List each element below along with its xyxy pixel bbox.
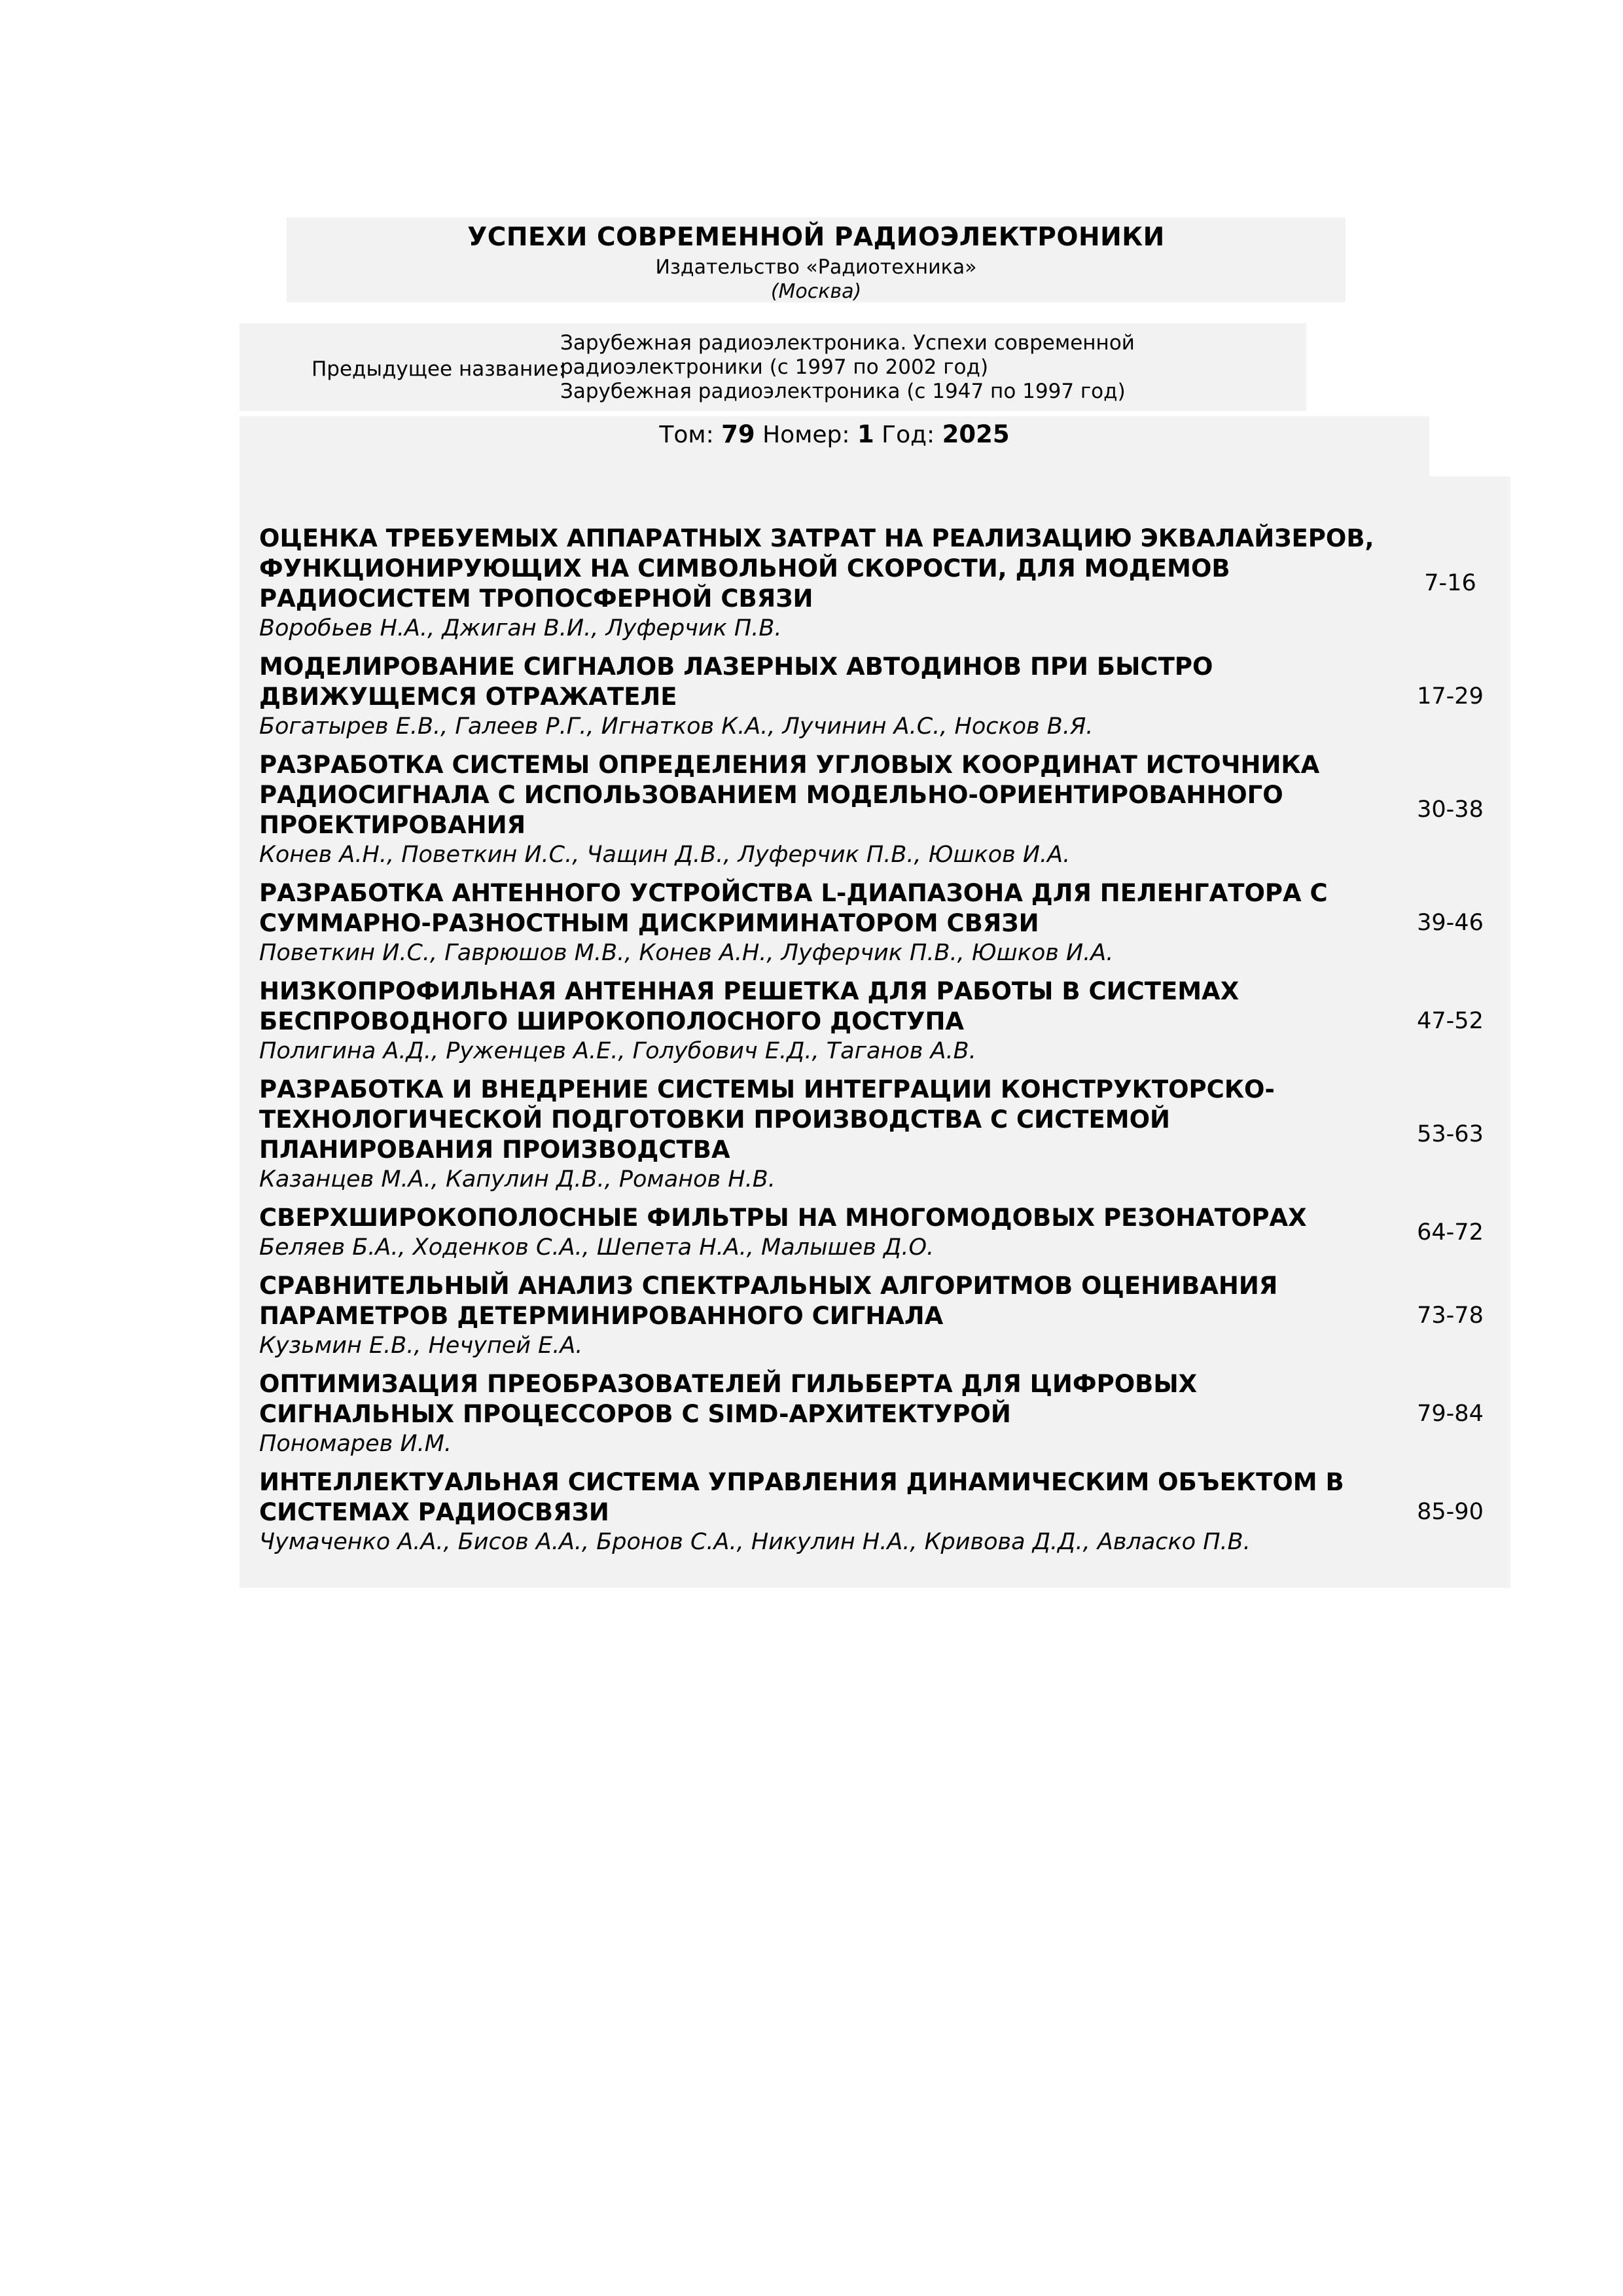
number-value: 1 (857, 420, 874, 448)
article-entry (259, 750, 1503, 869)
year-label: Год: (882, 422, 935, 448)
article-title[interactable]: РАЗРАБОТКА СИСТЕМЫ ОПРЕДЕЛЕНИЯ УГЛОВЫХ КООРДИНАТ ИСТОЧНИКА РАДИОСИГНАЛА С ИСПОЛЬЗОВАНИЕМ МОДЕЛЬНО-ОРИЕНТИРОВАННОГО ПРОЕКТИРОВАНИЯ (259, 751, 1320, 839)
article-pages: 85-90 (1417, 1499, 1484, 1525)
journal-title: УСПЕХИ СОВРЕМЕННОЙ РАДИОЭЛЕКТРОНИКИ (467, 223, 1165, 252)
year-value: 2025 (942, 420, 1010, 448)
previous-name-line: Зарубежная радиоэлектроника (с 1947 по 1997 год) (560, 380, 1126, 403)
previous-name-line: радиоэлектроники (с 1997 по 2002 год) (560, 355, 989, 379)
article-title[interactable]: МОДЕЛИРОВАНИЕ СИГНАЛОВ ЛАЗЕРНЫХ АВТОДИНОВ ПРИ БЫСТРО ДВИЖУЩЕМСЯ ОТРАЖАТЕЛЕ (259, 653, 1213, 711)
article-title[interactable]: ОПТИМИЗАЦИЯ ПРЕОБРАЗОВАТЕЛЕЙ ГИЛЬБЕРТА ДЛЯ ЦИФРОВЫХ СИГНАЛЬНЫХ ПРОЦЕССОРОВ С SIMD-АРХИТЕКТУРОЙ (259, 1370, 1198, 1428)
article-authors: Воробьев Н.А., Джиган В.И., Луферчик П.В. (259, 615, 782, 641)
article-title[interactable]: ОЦЕНКА ТРЕБУЕМЫХ АППАРАТНЫХ ЗАТРАТ НА РЕАЛИЗАЦИЮ ЭКВАЛАЙЗЕРОВ, ФУНКЦИОНИРУЮЩИХ НА СИМВОЛЬНОЙ СКОРОСТИ, ДЛЯ МОДЕМОВ РАДИОСИСТЕМ ТРОПОСФЕРНОЙ СВЯЗИ (259, 524, 1374, 613)
previous-name-label: Предыдущее название: (312, 357, 565, 381)
article-pages: 39-46 (1417, 910, 1484, 936)
article-entry (259, 1467, 1503, 1556)
article-entry (259, 977, 1503, 1066)
article-pages: 79-84 (1417, 1401, 1484, 1427)
article-title[interactable]: ИНТЕЛЛЕКТУАЛЬНАЯ СИСТЕМА УПРАВЛЕНИЯ ДИНАМИЧЕСКИМ ОБЪЕКТОМ В СИСТЕМАХ РАДИОСВЯЗИ (259, 1468, 1344, 1526)
article-entry (259, 652, 1503, 741)
article-title[interactable]: НИЗКОПРОФИЛЬНАЯ АНТЕННАЯ РЕШЕТКА ДЛЯ РАБОТЫ В СИСТЕМАХ БЕСПРОВОДНОГО ШИРОКОПОЛОСНОГО ДОСТУПА (259, 977, 1240, 1035)
volume-label: Том: (659, 422, 714, 448)
table-of-contents (240, 476, 1510, 1588)
article-authors: Кузьмин Е.В., Нечупей Е.А. (259, 1333, 583, 1359)
number-label: Номер: (762, 422, 850, 448)
article-title[interactable]: РАЗРАБОТКА АНТЕННОГО УСТРОЙСТВА L-ДИАПАЗОНА ДЛЯ ПЕЛЕНГАТОРА С СУММАРНО-РАЗНОСТНЫМ ДИСКРИМИНАТОРОМ СВЯЗИ (259, 879, 1328, 937)
article-authors: Поветкин И.С., Гаврюшов М.В., Конев А.Н., Луферчик П.В., Юшков И.А. (259, 940, 1114, 966)
article-authors: Полигина А.Д., Руженцев А.Е., Голубович Е.Д., Таганов А.В. (259, 1038, 976, 1064)
article-authors: Чумаченко А.А., Бисов А.А., Бронов С.А., Никулин Н.А., Кривова Д.Д., Авласко П.В. (259, 1529, 1251, 1555)
previous-name-block (240, 323, 1306, 411)
issue-info (240, 416, 1429, 476)
article-pages: 53-63 (1417, 1121, 1484, 1147)
volume-value: 79 (721, 420, 755, 448)
article-pages: 64-72 (1417, 1219, 1484, 1246)
article-authors: Конев А.Н., Поветкин И.С., Чащин Д.В., Луферчик П.В., Юшков И.А. (259, 842, 1071, 868)
article-entry (259, 524, 1503, 643)
article-authors: Казанцев М.А., Капулин Д.В., Романов Н.В. (259, 1166, 776, 1193)
previous-name-values (560, 331, 1215, 404)
article-authors: Пономарев И.М. (259, 1431, 452, 1457)
article-pages: 17-29 (1417, 683, 1484, 709)
issue-line (240, 420, 1429, 448)
article-entry (259, 1203, 1503, 1262)
article-authors: Богатырев Е.В., Галеев Р.Г., Игнатков К.А., Лучинин А.С., Носков В.Я. (259, 713, 1094, 740)
journal-header (287, 217, 1346, 302)
article-list (259, 524, 1503, 1566)
article-pages: 47-52 (1417, 1008, 1484, 1034)
article-title[interactable]: РАЗРАБОТКА И ВНЕДРЕНИЕ СИСТЕМЫ ИНТЕГРАЦИИ КОНСТРУКТОРСКО-ТЕХНОЛОГИЧЕСКОЙ ПОДГОТОВКИ ПРОИЗВОДСТВА С СИСТЕМОЙ ПЛАНИРОВАНИЯ ПРОИЗВОДСТВА (259, 1075, 1275, 1164)
article-entry (259, 878, 1503, 967)
publisher-city: (Москва) (770, 280, 862, 303)
article-pages: 73-78 (1417, 1302, 1484, 1329)
article-authors: Беляев Б.А., Ходенков С.А., Шепета Н.А., Малышев Д.О. (259, 1234, 935, 1261)
publisher: Издательство «Радиотехника» (655, 256, 977, 279)
article-entry (259, 1271, 1503, 1360)
previous-name-line: Зарубежная радиоэлектроника. Успехи современной (560, 331, 1135, 355)
article-pages: 30-38 (1417, 797, 1484, 823)
article-entry (259, 1075, 1503, 1194)
article-title[interactable]: СРАВНИТЕЛЬНЫЙ АНАЛИЗ СПЕКТРАЛЬНЫХ АЛГОРИТМОВ ОЦЕНИВАНИЯ ПАРАМЕТРОВ ДЕТЕРМИНИРОВАННОГО СИГНАЛА (259, 1272, 1278, 1330)
article-entry (259, 1369, 1503, 1458)
article-title[interactable]: СВЕРХШИРОКОПОЛОСНЫЕ ФИЛЬТРЫ НА МНОГОМОДОВЫХ РЕЗОНАТОРАХ (259, 1204, 1307, 1232)
article-pages: 7-16 (1424, 570, 1476, 596)
